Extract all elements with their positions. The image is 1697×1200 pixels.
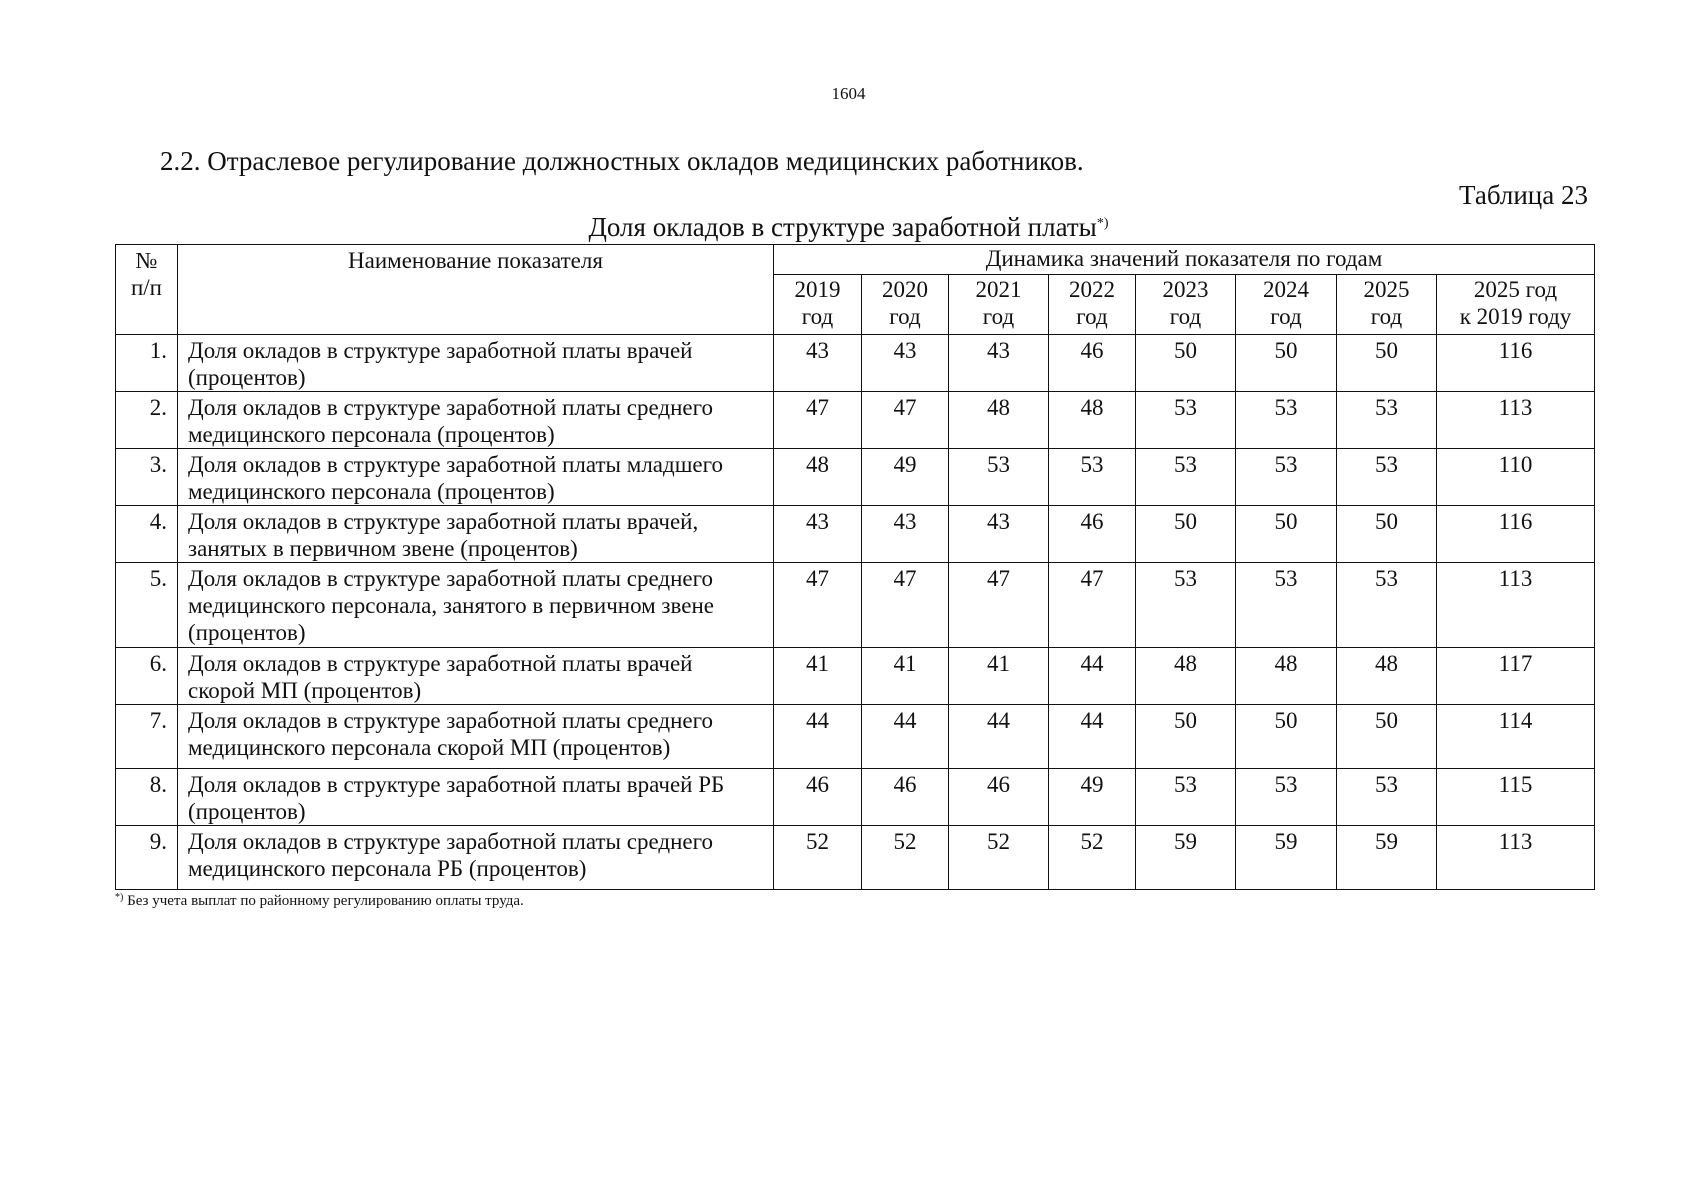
row-value: 52 [949,826,1049,890]
header-year-line-1: 2022 [1069,277,1115,302]
row-value: 50 [1337,705,1437,769]
row-value: 53 [1236,449,1337,506]
row-value: 53 [1337,449,1437,506]
header-year-line-2: год [801,304,834,329]
header-year [1049,275,1136,335]
row-value: 41 [862,648,949,705]
header-name: Наименование показателя [178,245,774,335]
row-indicator-name-line: медицинского персонала (процентов) [188,479,555,504]
row-value: 43 [949,335,1049,392]
row-value: 44 [774,705,862,769]
row-value: 53 [1337,769,1437,826]
header-year [774,275,862,335]
header-year-line-2: год [1270,304,1302,329]
row-value: 50 [1337,506,1437,563]
table-row [116,335,1595,392]
header-year [949,275,1049,335]
row-value: 47 [774,392,862,449]
row-value: 59 [1236,826,1337,890]
row-value: 52 [862,826,949,890]
header-year-line-2: год [982,304,1015,329]
row-value-ratio: 113 [1437,563,1595,648]
row-indicator-name-line: Доля окладов в структуре заработной платы врачей [188,338,693,363]
row-value: 44 [862,705,949,769]
row-value: 50 [1236,705,1337,769]
row-value: 43 [774,506,862,563]
row-value: 46 [1049,506,1136,563]
row-value-ratio: 113 [1437,826,1595,890]
row-value: 52 [774,826,862,890]
row-value: 43 [949,506,1049,563]
row-value: 50 [1236,506,1337,563]
row-indicator-name-line: Доля окладов в структуре заработной платы среднего [188,395,713,420]
row-value: 47 [862,563,949,648]
row-value: 50 [1236,335,1337,392]
row-number: 9. [116,826,178,890]
row-indicator-name [178,769,774,826]
header-year-line-1: 2020 [882,277,928,302]
row-indicator-name-line: Доля окладов в структуре заработной платы среднего [188,708,713,733]
row-number: 4. [116,506,178,563]
row-value: 47 [774,563,862,648]
row-value: 47 [1049,563,1136,648]
table-caption-text: Доля окладов в структуре заработной платы [588,212,1097,242]
data-table [115,244,1595,890]
row-value: 46 [1049,335,1136,392]
table-caption-marker: *) [1096,216,1109,231]
row-value-ratio: 113 [1437,392,1595,449]
row-value: 44 [1049,705,1136,769]
row-indicator-name-line: Доля окладов в структуре заработной платы младшего [188,452,723,477]
table-body [116,335,1595,890]
row-number: 8. [116,769,178,826]
header-year-line-1: 2025 [1363,277,1410,302]
row-value-ratio: 110 [1437,449,1595,506]
table-row [116,826,1595,890]
header-row-top [116,245,1595,275]
row-value-ratio: 116 [1437,335,1595,392]
header-year-line-1: 2019 [794,277,841,302]
row-number: 5. [116,563,178,648]
header-year [1337,275,1437,335]
table-row [116,769,1595,826]
row-value: 50 [1136,335,1236,392]
row-value: 46 [862,769,949,826]
row-value: 53 [1136,392,1236,449]
row-value: 53 [1136,449,1236,506]
row-indicator-name [178,826,774,890]
row-value: 48 [949,392,1049,449]
row-value: 41 [949,648,1049,705]
row-value: 48 [1049,392,1136,449]
row-value: 53 [1236,563,1337,648]
row-value-ratio: 117 [1437,648,1595,705]
row-value: 43 [774,335,862,392]
row-indicator-name-line: Доля окладов в структуре заработной платы среднего [188,566,713,591]
row-value: 52 [1049,826,1136,890]
row-value: 53 [1049,449,1136,506]
row-value-ratio: 115 [1437,769,1595,826]
row-value: 53 [1136,769,1236,826]
section-heading: 2.2. Отраслевое регулирование должностных окладов медицинских работников. [160,146,1084,176]
footnote-text: Без учета выплат по районному регулированию оплаты труда. [123,893,524,909]
row-indicator-name-line: (процентов) [188,620,306,645]
header-year-line-2: к 2019 году [1459,304,1572,329]
row-value: 46 [949,769,1049,826]
row-indicator-name [178,449,774,506]
row-indicator-name-line: (процентов) [188,799,306,824]
row-indicator-name [178,335,774,392]
header-year [862,275,949,335]
row-indicator-name [178,648,774,705]
row-number: 7. [116,705,178,769]
header-year-line-1: 2025 год [1473,277,1558,302]
row-indicator-name [178,506,774,563]
table-row [116,506,1595,563]
row-value: 49 [862,449,949,506]
row-value: 41 [774,648,862,705]
header-year [1136,275,1236,335]
table-row [116,563,1595,648]
row-value: 49 [1049,769,1136,826]
row-indicator-name-line: медицинского персонала, занятого в первичном звене [188,593,714,618]
row-indicator-name-line: медицинского персонала (процентов) [188,422,555,447]
table-row [116,648,1595,705]
row-value: 48 [1337,648,1437,705]
table-row [116,392,1595,449]
page-number: 1604 [831,84,866,103]
row-indicator-name-line: Доля окладов в структуре заработной платы врачей РБ [188,772,725,797]
row-value-ratio: 114 [1437,705,1595,769]
table-caption [0,212,1697,243]
row-indicator-name-line: медицинского персонала РБ (процентов) [188,856,587,881]
row-indicator-name [178,563,774,648]
header-year-line-1: 2024 [1263,277,1309,302]
row-value: 47 [862,392,949,449]
header-year-line-1: 2021 [975,277,1022,302]
row-value: 44 [949,705,1049,769]
header-year [1236,275,1337,335]
row-value: 59 [1136,826,1236,890]
row-indicator-name-line: (процентов) [188,365,306,390]
row-indicator-name-line: скорой МП (процентов) [188,678,422,703]
row-value: 48 [774,449,862,506]
row-value: 47 [949,563,1049,648]
row-value-ratio: 116 [1437,506,1595,563]
row-indicator-name-line: Доля окладов в структуре заработной платы врачей, [188,509,699,534]
row-number: 6. [116,648,178,705]
row-indicator-name [178,705,774,769]
row-indicator-name-line: Доля окладов в структуре заработной платы среднего [188,829,713,854]
row-value: 53 [1136,563,1236,648]
row-value: 48 [1136,648,1236,705]
header-num-line-2: п/п [130,275,162,300]
row-number: 1. [116,335,178,392]
row-value: 46 [774,769,862,826]
row-value: 50 [1136,506,1236,563]
row-value: 48 [1236,648,1337,705]
row-value: 53 [1337,563,1437,648]
footnote [115,892,524,910]
header-group: Динамика значений показателя по годам [774,245,1595,275]
row-value: 44 [1049,648,1136,705]
row-indicator-name-line: медицинского персонала скорой МП (процентов) [188,735,671,760]
header-year-line-2: год [1076,304,1108,329]
header-year-line-2: год [1370,304,1403,329]
row-indicator-name-line: Доля окладов в структуре заработной платы врачей [188,651,693,676]
row-value: 53 [1337,392,1437,449]
row-value: 53 [1236,769,1337,826]
row-value: 59 [1337,826,1437,890]
table-label: Таблица 23 [1459,180,1588,210]
footnote-marker: *) [115,892,124,903]
row-number: 3. [116,449,178,506]
header-year-line-1: 2023 [1162,277,1209,302]
table-row [116,449,1595,506]
table-row [116,705,1595,769]
row-value: 53 [949,449,1049,506]
header-year-line-2: год [1169,304,1202,329]
row-indicator-name [178,392,774,449]
header-year-ratio [1437,275,1595,335]
row-value: 50 [1337,335,1437,392]
row-indicator-name-line: занятых в первичном звене (процентов) [188,536,578,561]
row-value: 43 [862,335,949,392]
row-number: 2. [116,392,178,449]
row-value: 53 [1236,392,1337,449]
header-num [116,245,178,335]
row-value: 50 [1136,705,1236,769]
header-year-line-2: год [889,304,921,329]
row-value: 43 [862,506,949,563]
header-num-line-1: № [135,248,158,273]
